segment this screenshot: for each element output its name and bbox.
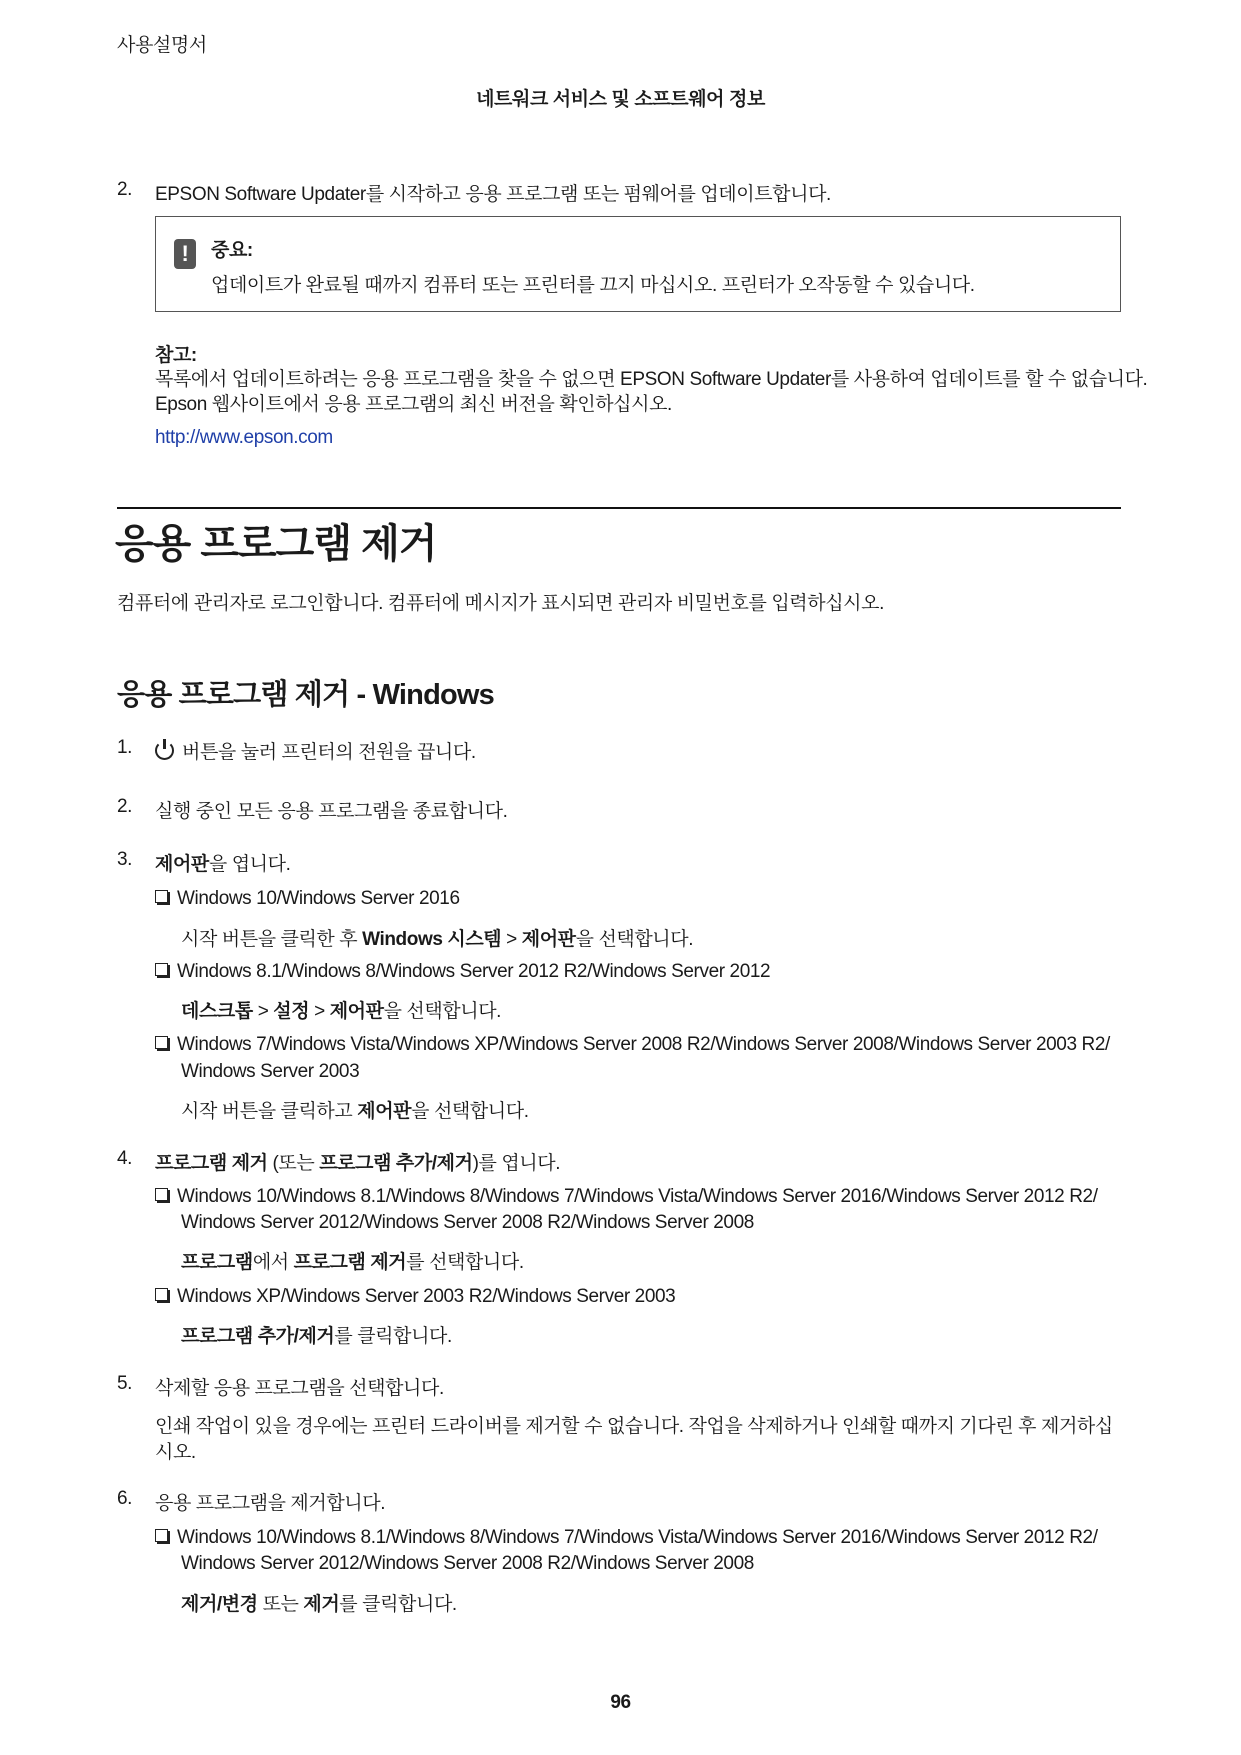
step-text [155, 737, 476, 764]
text: 를 클릭합니다. [334, 1326, 452, 1347]
step-text [155, 849, 290, 876]
text: (또는 [267, 1153, 320, 1174]
step-number: 1. [117, 737, 133, 758]
bullet-item [155, 1286, 675, 1308]
bold-term: 제거 [303, 1594, 340, 1615]
os-label: Windows 10/Windows Server 2016 [177, 888, 460, 909]
step-number: 2. [117, 179, 133, 200]
bullet-item [155, 961, 770, 983]
step-text: EPSON Software Updater를 시작하고 응용 프로그램 또는 펌웨어를 업데이트합니다. [155, 184, 831, 205]
bold-term: Windows 시스템 [362, 929, 502, 950]
bullet-icon [155, 1288, 168, 1301]
important-box [155, 216, 1121, 312]
step-number: 5. [117, 1373, 133, 1394]
text: 시작 버튼을 클릭하고 [181, 1101, 358, 1122]
bold-term: 데스크톱 [181, 1001, 253, 1022]
subheading: 응용 프로그램 제거 - Windows [117, 679, 495, 711]
bullet-item [155, 1527, 1098, 1549]
os-label: Windows Server 2012/Windows Server 2008 R2/Windows Server 2008 [181, 1553, 754, 1574]
bullet-item [155, 1186, 1098, 1208]
note-text: Epson 웹사이트에서 응용 프로그램의 최신 버전을 확인하십시오. [155, 394, 672, 415]
instruction [181, 1096, 529, 1123]
bold-term: 제어판 [357, 1101, 412, 1122]
os-label: Windows 10/Windows 8.1/Windows 8/Windows 7/Windows Vista/Windows Server 2016/Windows Server 2012 R2/ [177, 1186, 1098, 1207]
step-text: 버튼을 눌러 프린터의 전원을 끕니다. [182, 742, 476, 763]
text: 또는 [257, 1594, 304, 1615]
page-number: 96 [610, 1692, 631, 1713]
os-label: Windows Server 2012/Windows Server 2008 R2/Windows Server 2008 [181, 1212, 754, 1233]
text: )를 엽니다. [472, 1153, 561, 1174]
os-label: Windows 10/Windows 8.1/Windows 8/Windows 7/Windows Vista/Windows Server 2016/Windows Server 2012 R2/ [177, 1527, 1098, 1548]
exclamation-icon: ! [174, 239, 196, 269]
step-note: 시오. [155, 1442, 196, 1463]
instruction [181, 1321, 452, 1348]
section-title: 네트워크 서비스 및 소프트웨어 정보 [476, 89, 765, 110]
power-icon [155, 741, 174, 760]
text: 를 클릭합니다. [339, 1594, 457, 1615]
step-number: 2. [117, 796, 133, 817]
step-note: 인쇄 작업이 있을 경우에는 프린터 드라이버를 제거할 수 없습니다. 작업을 삭제하거나 인쇄할 때까지 기다린 후 제거하십 [155, 1416, 1113, 1437]
text: 을 엽니다. [208, 854, 291, 875]
important-label: 중요: [211, 240, 253, 261]
bold-term: 프로그램 제거 [293, 1252, 407, 1273]
bullet-icon [155, 963, 168, 976]
bold-term: 제어판 [155, 854, 209, 875]
text: 시작 버튼을 클릭한 후 [181, 929, 363, 950]
bold-term: 프로그램 [181, 1252, 253, 1273]
bold-term: 설정 [273, 1001, 310, 1022]
bullet-icon [155, 1188, 168, 1201]
text: 을 선택합니다. [411, 1101, 529, 1122]
bullet-icon [155, 1529, 168, 1542]
bold-term: 제어판 [329, 1001, 384, 1022]
step-number: 6. [117, 1488, 133, 1509]
instruction [181, 1247, 524, 1274]
step-number: 4. [117, 1148, 133, 1169]
bold-term: 제어판 [521, 929, 576, 950]
step-text: 응용 프로그램을 제거합니다. [155, 1493, 386, 1514]
os-label: Windows Server 2003 [181, 1061, 360, 1082]
os-label: Windows 8.1/Windows 8/Windows Server 2012 R2/Windows Server 2012 [177, 961, 771, 982]
epson-link[interactable]: http://www.epson.com [155, 427, 333, 448]
bullet-icon [155, 1036, 168, 1049]
instruction [181, 1589, 457, 1616]
note-label: 참고: [155, 345, 197, 366]
instruction [181, 996, 501, 1023]
step-text [155, 1148, 560, 1175]
note-text: 목록에서 업데이트하려는 응용 프로그램을 찾을 수 없으면 EPSON Software Updater를 사용하여 업데이트를 할 수 없습니다. [155, 369, 1148, 390]
text: > [252, 1001, 274, 1022]
intro-text: 컴퓨터에 관리자로 로그인합니다. 컴퓨터에 메시지가 표시되면 관리자 비밀번호를 입력하십시오. [117, 593, 884, 614]
bold-term: 프로그램 추가/제거 [181, 1326, 335, 1347]
text: 에서 [252, 1252, 294, 1273]
step-text: 삭제할 응용 프로그램을 선택합니다. [155, 1378, 444, 1399]
bullet-item [155, 888, 460, 910]
bold-term: 프로그램 추가/제거 [319, 1153, 473, 1174]
text: 을 선택합니다. [383, 1001, 502, 1022]
important-text: 업데이트가 완료될 때까지 컴퓨터 또는 프린터를 끄지 마십시오. 프린터가 오작동할 수 있습니다. [211, 275, 975, 296]
step-number: 3. [117, 849, 133, 870]
bold-term: 제거/변경 [181, 1594, 258, 1615]
section-divider [117, 507, 1121, 509]
bullet-item [155, 1034, 1110, 1056]
step-text: 실행 중인 모든 응용 프로그램을 종료합니다. [155, 801, 508, 822]
text: 를 선택합니다. [406, 1252, 524, 1273]
text: > [501, 929, 522, 950]
bullet-icon [155, 890, 168, 903]
doc-title: 사용설명서 [117, 35, 207, 56]
os-label: Windows XP/Windows Server 2003 R2/Windows Server 2003 [177, 1286, 676, 1307]
bold-term: 프로그램 제거 [155, 1153, 268, 1174]
instruction [181, 924, 693, 951]
os-label: Windows 7/Windows Vista/Windows XP/Windows Server 2008 R2/Windows Server 2008/Windows Server 2003 R2/ [177, 1034, 1110, 1055]
page-heading: 응용 프로그램 제거 [115, 522, 437, 566]
text: > [309, 1001, 330, 1022]
text: 을 선택합니다. [575, 929, 694, 950]
